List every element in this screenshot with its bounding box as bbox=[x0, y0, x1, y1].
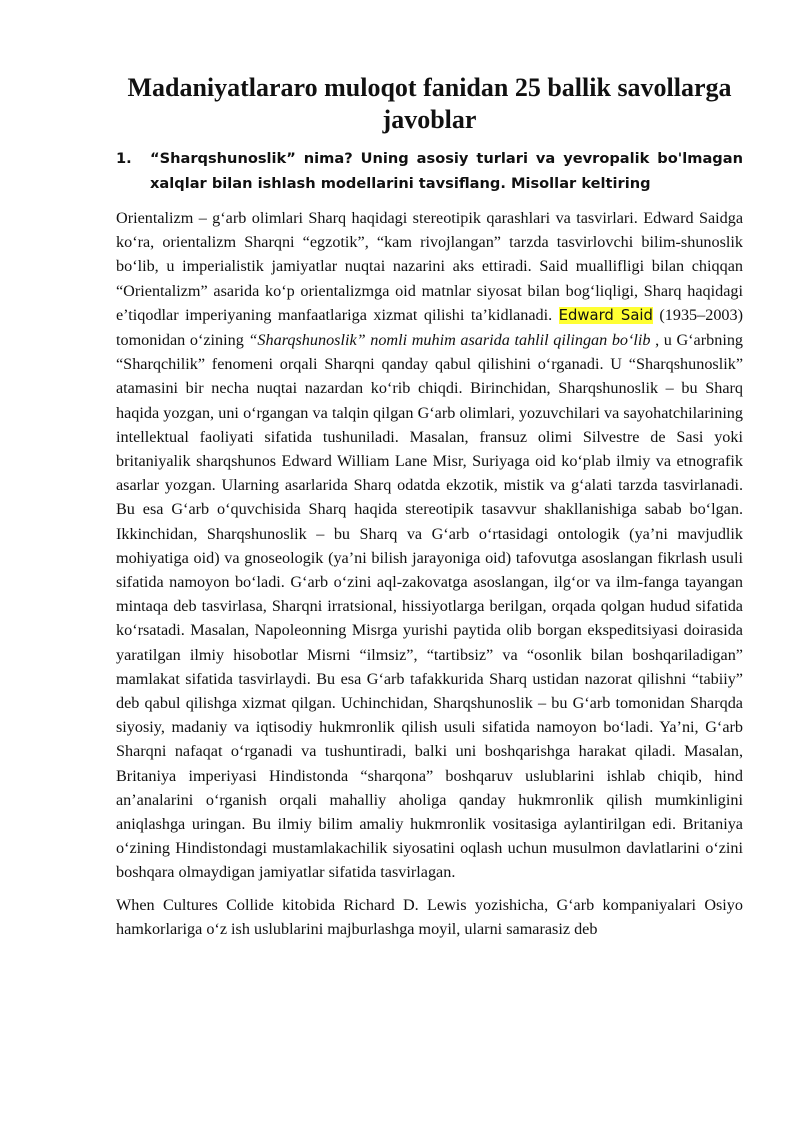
body-paragraph-1 bbox=[116, 206, 743, 885]
highlighted-name: Edward Said bbox=[558, 306, 653, 324]
paragraph-1-text-b: (1935–2003) tomonidan o‘zining bbox=[116, 305, 744, 350]
document-title: Madaniyatlararo muloqot fanidan 25 ballik savollarga javoblar bbox=[127, 73, 732, 134]
question-item bbox=[116, 146, 743, 196]
question-text: “Sharqshunoslik” nima? Uning asosiy turlari va yevropalik bo'lmagan xalqlar bilan ishlash modellarini tavsiflang. Misollar keltiring bbox=[150, 150, 743, 192]
question-number: 1. bbox=[116, 150, 132, 167]
body-paragraph-2: When Cultures Collide kitobida Richard D. Lewis yozishicha, G‘arb kompaniyalari Osiyo hamkorlariga o‘z ish uslublarini majburlashga moyil, ularni samarasiz deb bbox=[116, 895, 743, 938]
italic-phrase: “Sharqshunoslik” nomli muhim asarida tahlil qilingan bo‘lib bbox=[248, 331, 651, 350]
paragraph-1-text-c: , u G‘arbning “Sharqchilik” fenomeni orqali Sharqni qanday qabul qilishini o‘rganadi. U “Sharqshunoslik” atamasini bir necha nuqtai nazardan ko‘rib chiqdi. Birinchidan, Sharqshunoslik – bu Sharq haqida yozgan, uni o‘rgangan va talqin qilgan G‘arb olimlari, yozuvchilari va sayohatchilarining intellektual faoliyati sifatida tushuniladi. Masalan, fransuz olimi Silvestre de Sasi yoki britaniyalik sharqshunos Edward William Lane Misr, Suriyaga oid ko‘plab ilmiy va etnografik asarlar yozgan. Ularning asarlarida Sharq odatda ekzotik, mistik va g‘alati tarzda tasvirlanadi. Bu esa G‘arb o‘quvchisida Sharq haqida stereotipik tasavvur shakllanishiga sabab bo‘lgan. Ikkinchidan, Sharqshunoslik – bu Sharq va G‘arb o‘rtasidagi ontologik (ya’ni mavjudlik mohiyatiga oid) va gnoseologik (ya’ni bilish jarayoniga oid) tafovutga asoslangan fikrlash usuli sifatida namoyon bo‘ladi. G‘arb o‘zini aql-zakovatga asoslangan, ilg‘or va ilm-fanga tayangan mintaqa deb tasvirlasa, Sharqni irratsional, hissiyotlarga berilgan, orqada qolgan hudud sifatida ko‘rsatadi. Masalan, Napoleonning Misrga yurishi paytida olib borgan ekspeditsiyasi doirasida yaratilgan ilmiy hisobotlar Misrni “ilmsiz”, “tartibsiz” va “osonlik bilan boshqariladigan” mamlakat sifatida tasvirlaydi. Bu esa G‘arb tafakkurida Sharq ustidan nazorat qilishni “tabiiy” deb qabul qilishga xizmat qilgan. Uchinchidan, Sharqshunoslik – bu G‘arb tomonidan Sharqda siyosiy, madaniy va iqtisodiy hukmronlik qilish usuli sifatida namoyon bo‘ladi. Ya’ni, G‘arb Sharqni nafaqat o‘rganadi va tushuntiradi, balki uni boshqarishga harakat qiladi. Masalan, Britaniya imperiyasi Hindistonda “sharqona” boshqaruv uslublarini ishlab chiqib, hind an’analarini o‘rganish orqali mahalliy aholiga qanday hukmronlik qilish mumkinligini aniqlashga uringan. Bu ilmiy bilim amaliy hukmronlik vositasiga aylantirilgan edi. Britaniya o‘zining Hindistondagi mustamlakachilik siyosatini oqlash uchun musulmon davlatlarini o‘zini boshqara olmaydigan jamiyatlar sifatida tasvirlagan. bbox=[116, 331, 744, 882]
paragraph-1-text-a: Orientalizm – g‘arb olimlari Sharq haqidagi stereotipik qarashlari va tasvirlari. Edward Saidga ko‘ra, orientalizm Sharqni “egzotik”, “kam rivojlangan” tarzda tasvirlovchi bilim-shunoslik bo‘lib, u imperialistik jamiyatlar nuqtai nazarini aks ettiradi. Said muallifligi bilan chiqqan “Orientalizm” asarida ko‘p orientalizmga oid matnlar siyosat bilan bog‘liqligi, Sharq haqidagi e’tiqodlar imperiyaning manfaatlariga xizmat qilishi ta’kidlanadi. bbox=[116, 209, 743, 324]
